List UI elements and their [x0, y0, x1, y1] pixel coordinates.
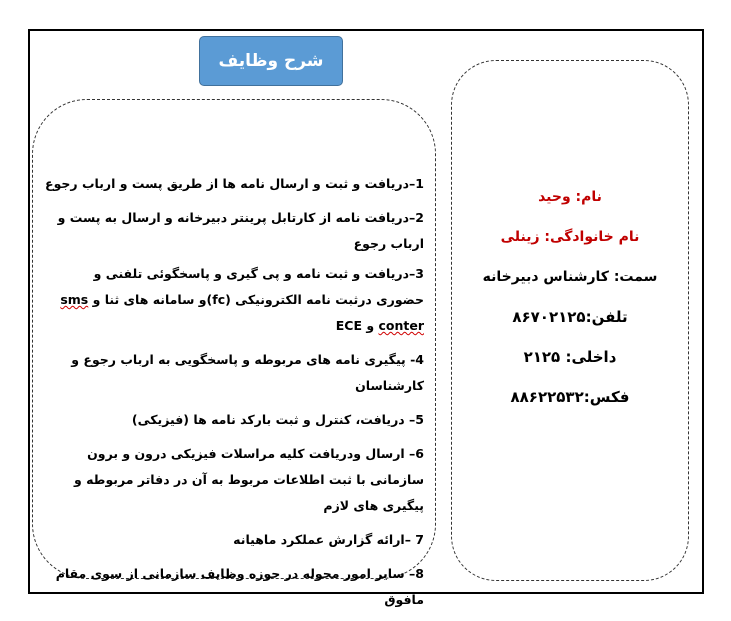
employee-extension: داخلی: ۲۱۲۵ [523, 348, 617, 366]
employee-phone: تلفن:۸۶۷۰۲۱۲۵ [512, 308, 628, 326]
employee-info [459, 187, 681, 427]
duty-item: 8– سایر امور محوله در حوزه وظایف سازمانی از سوی مقام مافوق [55, 566, 424, 607]
duty-text: 3–دریافت و ثبت نامه و پی گیری و پاسخگوئی تلفنی و حضوری درثبت نامه الکترونیکی (fc)و سامانه های ثنا و [88, 266, 424, 307]
duty-item: 5– دریافت، کنترل و ثبت بارکد نامه ها (فیزیکی) [131, 412, 424, 427]
employee-position: سمت: کارشناس دبیرخانه [482, 269, 658, 285]
duty-item: 4- پیگیری نامه های مربوطه و پاسخگویی به ارباب رجوع و کارشناسان [71, 352, 424, 393]
duty-list [44, 171, 424, 621]
duty-text: و ECE [335, 318, 379, 333]
duty-item: 2–دریافت نامه از کارتابل پرینتر دبیرخانه و ارسال به پست و ارباب رجوع [57, 210, 424, 251]
spellcheck-marked-text: sms conter [60, 292, 424, 333]
employee-family-name: نام خانوادگی: زینلی [500, 229, 640, 245]
employee-fax: فکس:۸۸۶۲۲۵۳۲ [510, 388, 630, 406]
employee-name: نام: وحید [538, 189, 602, 205]
duties-title-badge: شرح وظایف [199, 36, 343, 86]
duty-item [44, 261, 424, 339]
duty-item: 1–دریافت و ثبت و ارسال نامه ها از طریق پست و ارباب رجوع [45, 176, 424, 191]
duty-item: 6– ارسال ودریافت کلیه مراسلات فیزیکی درون و برون سازمانی با ثبت اطلاعات مربوط به آن در دفاتر مربوطه و پیگیری های لازم [73, 446, 424, 513]
duty-item: 7 –ارائه گزارش عملکرد ماهیانه [233, 532, 424, 547]
